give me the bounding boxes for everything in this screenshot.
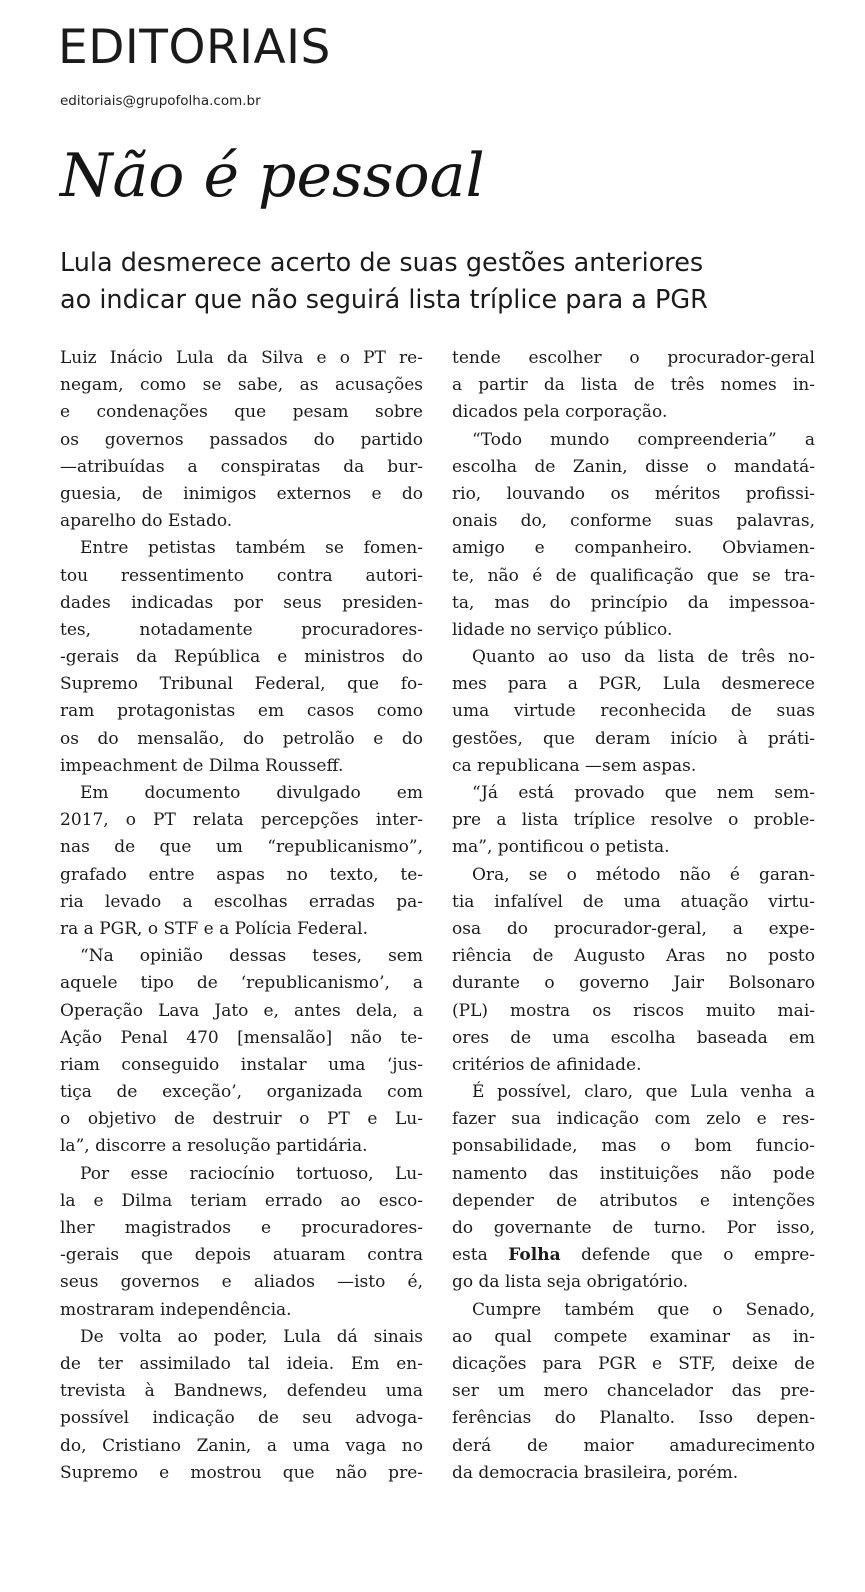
text-line: dicados pela corporação. bbox=[452, 402, 668, 423]
text-line: Ora, se o método não é garan- bbox=[472, 864, 815, 885]
text-line: ferências do Planalto. Isso depen- bbox=[452, 1408, 815, 1429]
text-line: amigo e companheiro. Obviamen- bbox=[452, 538, 815, 559]
text-line: tes, notadamente procuradores- bbox=[60, 619, 423, 640]
text-line: da democracia brasileira, porém. bbox=[452, 1462, 739, 1483]
text-line: Luiz Inácio Lula da Silva e o PT re- bbox=[60, 348, 423, 368]
text-line: aquele tipo de ‘republicanismo’, a bbox=[60, 973, 423, 994]
text-line: ram protagonistas em casos como bbox=[60, 701, 423, 722]
text-line: Supremo e mostrou que não pre- bbox=[60, 1462, 423, 1483]
text-line: —atribuídas a conspiratas da bur- bbox=[60, 456, 423, 477]
text-line: pre a lista tríplice resolve o proble- bbox=[452, 810, 815, 831]
text-line: do governante de turno. Por isso, bbox=[452, 1218, 815, 1238]
text-line: ca republicana —sem aspas. bbox=[452, 755, 697, 776]
text-line: guesia, de inimigos externos e do bbox=[60, 483, 423, 504]
text-line: fazer sua indicação com zelo e res- bbox=[452, 1109, 815, 1130]
text-line: tiça de exceção’, organizada com bbox=[60, 1082, 423, 1103]
text-line: negam, como se sabe, as acusações bbox=[60, 375, 423, 396]
article-column-left bbox=[60, 345, 423, 1487]
text-line: e condenações que pesam sobre bbox=[60, 402, 423, 423]
text-line: gestões, que deram início à práti- bbox=[452, 728, 815, 749]
text-line: Cumpre também que o Senado, bbox=[472, 1299, 815, 1320]
text-line: tia infalível de uma atuação virtu- bbox=[452, 891, 815, 912]
text-line: nas de que um “republicanismo”, bbox=[60, 837, 423, 858]
text-line: lher magistrados e procuradores- bbox=[60, 1218, 423, 1238]
text-line: Supremo Tribunal Federal, que fo- bbox=[60, 674, 423, 695]
text-line: ores de uma escolha baseada em bbox=[452, 1027, 815, 1048]
text-line: De volta ao poder, Lula dá sinais bbox=[80, 1326, 423, 1347]
text-line: do, Cristiano Zanin, a uma vaga no bbox=[60, 1435, 423, 1456]
text-line: dades indicadas por seus presiden- bbox=[60, 592, 423, 613]
text-line: Ação Penal 470 [mensalão] não te- bbox=[60, 1027, 423, 1048]
text-line-with-brand bbox=[452, 1242, 815, 1269]
text-line: aparelho do Estado. bbox=[60, 511, 233, 532]
text-line: escolha de Zanin, disse o mandatá- bbox=[452, 456, 815, 477]
text-line: trevista à Bandnews, defendeu uma bbox=[60, 1381, 423, 1402]
text-line: a partir da lista de três nomes in- bbox=[452, 375, 815, 396]
text-line: onais do, conforme suas palavras, bbox=[452, 511, 815, 532]
text-line: grafado entre aspas no texto, te- bbox=[60, 864, 423, 885]
subheadline-line: Lula desmerece acerto de suas gestões anteriores bbox=[60, 248, 704, 278]
contact-email[interactable]: editoriais@grupofolha.com.br bbox=[60, 93, 261, 109]
text-line: la”, discorre a resolução partidária. bbox=[60, 1136, 368, 1157]
text-line: ma”, pontificou o petista. bbox=[452, 837, 670, 858]
section-title: EDITORIAIS bbox=[58, 20, 331, 75]
text-line: la e Dilma teriam errado ao esco- bbox=[60, 1190, 423, 1211]
text-line: tende escolher o procurador-geral bbox=[452, 348, 815, 368]
text-line: durante o governo Jair Bolsonaro bbox=[452, 973, 815, 994]
text-line: go da lista seja obrigatório. bbox=[452, 1272, 689, 1293]
subheadline-line: ao indicar que não seguirá lista tríplice para a PGR bbox=[60, 285, 708, 315]
text-line: depender de atributos e intenções bbox=[452, 1190, 815, 1211]
brand-name: Folha bbox=[508, 1245, 561, 1266]
text-line: “Na opinião dessas teses, sem bbox=[80, 946, 423, 967]
text-line: seus governos e aliados —isto é, bbox=[60, 1272, 423, 1293]
text-line: dicações para PGR e STF, deixe de bbox=[452, 1353, 815, 1374]
article-column-right bbox=[452, 345, 815, 1487]
text-fragment: esta bbox=[452, 1245, 488, 1266]
text-line: -gerais que depois atuaram contra bbox=[60, 1245, 423, 1266]
text-line: -gerais da República e ministros do bbox=[60, 647, 423, 668]
text-line: ra a PGR, o STF e a Polícia Federal. bbox=[60, 918, 368, 939]
text-line: derá de maior amadurecimento bbox=[452, 1435, 815, 1456]
text-line: namento das instituições não pode bbox=[452, 1163, 815, 1184]
text-line: lidade no serviço público. bbox=[452, 619, 673, 640]
text-line: de ter assimilado tal ideia. Em en- bbox=[60, 1353, 423, 1374]
subheadline bbox=[60, 245, 840, 319]
text-line: 2017, o PT relata percepções inter- bbox=[60, 810, 423, 831]
text-line: ria levado a escolhas erradas pa- bbox=[60, 891, 423, 912]
text-line: É possível, claro, que Lula venha a bbox=[472, 1082, 815, 1103]
text-fragment: defende que o empre- bbox=[581, 1245, 815, 1266]
text-line: Por esse raciocínio tortuoso, Lu- bbox=[80, 1163, 423, 1184]
text-line: riam conseguido instalar uma ‘jus- bbox=[60, 1054, 423, 1075]
text-line: Quanto ao uso da lista de três no- bbox=[472, 647, 815, 668]
text-line: impeachment de Dilma Rousseff. bbox=[60, 755, 344, 776]
text-line: ser um mero chancelador das pre- bbox=[452, 1381, 815, 1402]
headline: Não é pessoal bbox=[60, 141, 485, 211]
text-line: mostraram independência. bbox=[60, 1299, 292, 1320]
text-line: Entre petistas também se fomen- bbox=[80, 538, 423, 559]
text-line: os governos passados do partido bbox=[60, 429, 423, 450]
text-line: ponsabilidade, mas o bom funcio- bbox=[452, 1136, 815, 1157]
text-line: riência de Augusto Aras no posto bbox=[452, 946, 815, 967]
text-line: ta, mas do princípio da impessoa- bbox=[452, 592, 815, 613]
text-line: rio, louvando os méritos profissi- bbox=[452, 483, 815, 504]
text-line: Em documento divulgado em bbox=[80, 783, 423, 803]
text-line: “Já está provado que nem sem- bbox=[472, 783, 815, 803]
text-line: mes para a PGR, Lula desmerece bbox=[452, 674, 815, 695]
text-line: ao qual compete examinar as in- bbox=[452, 1326, 815, 1347]
text-line: te, não é de qualificação que se tra- bbox=[452, 565, 815, 586]
text-line: uma virtude reconhecida de suas bbox=[452, 701, 815, 722]
text-line: possível indicação de seu advoga- bbox=[60, 1408, 423, 1429]
text-line: (PL) mostra os riscos muito mai- bbox=[452, 1000, 815, 1021]
text-line: os do mensalão, do petrolão e do bbox=[60, 728, 423, 749]
text-line: tou ressentimento contra autori- bbox=[60, 565, 423, 586]
text-line: o objetivo de destruir o PT e Lu- bbox=[60, 1109, 423, 1130]
text-line: osa do procurador-geral, a expe- bbox=[452, 918, 815, 939]
text-line: “Todo mundo compreenderia” a bbox=[472, 429, 815, 450]
text-line: Operação Lava Jato e, antes dela, a bbox=[60, 1000, 423, 1021]
text-line: critérios de afinidade. bbox=[452, 1054, 642, 1075]
